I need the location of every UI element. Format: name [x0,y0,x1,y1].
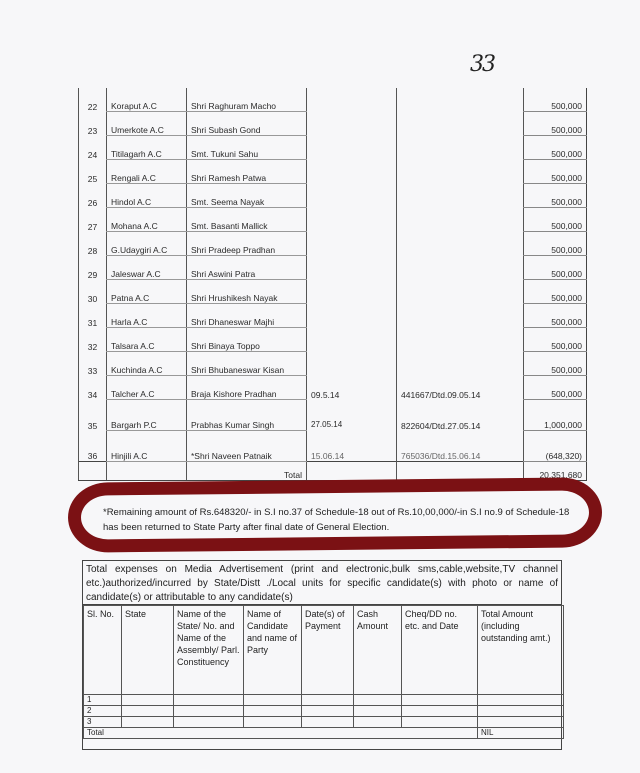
media-total-label: Total [84,728,478,739]
date-cell: 09.5.14 [307,376,397,400]
schedule-row [79,184,587,208]
empty-cell [354,695,402,706]
date-value: 27.05.14 [311,419,343,429]
sl-no-cell: 29 [79,256,107,280]
amount-cell: (648,320) [524,431,587,462]
cheque-cell [397,328,524,352]
empty-cell [244,706,302,717]
media-column-header: Cheq/DD no. etc. and Date [402,606,478,695]
empty-cell [244,695,302,706]
amount-cell: 500,000 [524,208,587,232]
candidate-cell: Smt. Tukuni Sahu [187,136,307,160]
date-cell [307,160,397,184]
constituency-cell: Rengali A.C [107,160,187,184]
empty-cell [402,695,478,706]
sl-no-cell: 36 [79,431,107,462]
cheque-cell [397,112,524,136]
schedule-table [78,88,587,481]
media-expense-table [83,605,564,739]
candidate-cell: Shri Dhaneswar Majhi [187,304,307,328]
media-column-header: Sl. No. [84,606,122,695]
candidate-cell: Prabhas Kumar Singh [187,400,307,431]
schedule-row [79,328,587,352]
schedule-row [79,431,587,462]
page-number: 33 [470,52,494,77]
amount-cell: 500,000 [524,88,587,112]
cheque-cell [397,184,524,208]
cheque-cell: 441667/Dtd.09.05.14 [397,376,524,400]
sl-no-cell: 35 [79,400,107,431]
empty-cell [174,706,244,717]
empty-cell [354,717,402,728]
candidate-cell: Shri Subash Gond [187,112,307,136]
constituency-cell: Talsara A.C [107,328,187,352]
empty-cell [122,706,174,717]
media-column-header: Name of the State/ No. and Name of the Assembly/ Parl. Constituency [174,606,244,695]
empty-cell [302,706,354,717]
media-row [84,717,564,728]
cheque-cell [397,304,524,328]
empty-cell [79,462,107,481]
constituency-cell: Bargarh P.C [107,400,187,431]
media-header-row [84,606,564,695]
amount-cell: 500,000 [524,352,587,376]
media-total-row [84,728,564,739]
date-cell [307,280,397,304]
schedule-row [79,112,587,136]
sl-no-cell: 33 [79,352,107,376]
sl-no-cell: 23 [79,112,107,136]
empty-cell [122,695,174,706]
cheque-cell [397,280,524,304]
empty-cell [122,717,174,728]
constituency-cell: Harla A.C [107,304,187,328]
constituency-cell: Talcher A.C [107,376,187,400]
schedule-row [79,136,587,160]
constituency-cell: Kuchinda A.C [107,352,187,376]
amount-cell: 500,000 [524,328,587,352]
empty-cell [107,462,187,481]
cheque-cell [397,88,524,112]
constituency-cell: Titilagarh A.C [107,136,187,160]
candidate-cell: Smt. Basanti Mallick [187,208,307,232]
media-column-header: State [122,606,174,695]
date-cell [307,352,397,376]
empty-cell [402,717,478,728]
sl-no-cell: 27 [79,208,107,232]
constituency-cell: G.Udaygiri A.C [107,232,187,256]
media-total-value: NIL [478,728,564,739]
sl-no-cell: 26 [79,184,107,208]
date-cell [307,256,397,280]
empty-cell [174,695,244,706]
empty-cell [302,717,354,728]
empty-cell [354,706,402,717]
schedule-row [79,232,587,256]
date-cell [307,208,397,232]
date-cell [307,112,397,136]
amount-cell: 500,000 [524,376,587,400]
empty-cell [402,706,478,717]
sl-no-cell: 30 [79,280,107,304]
media-advertisement-section [82,560,562,750]
sl-no-cell: 25 [79,160,107,184]
schedule-row [79,304,587,328]
empty-cell [307,462,397,481]
media-column-header: Total Amount (including outstanding amt.) [478,606,564,695]
constituency-cell: Patna A.C [107,280,187,304]
candidate-cell: Smt. Seema Nayak [187,184,307,208]
date-cell: 15.06.14 [307,431,397,462]
media-column-header: Cash Amount [354,606,402,695]
cheque-cell [397,136,524,160]
sl-no-cell: 34 [79,376,107,400]
constituency-cell: Hinjili A.C [107,431,187,462]
schedule-row [79,280,587,304]
date-cell [307,400,397,431]
empty-cell [478,717,564,728]
constituency-cell: Hindol A.C [107,184,187,208]
sl-no-cell: 24 [79,136,107,160]
candidate-cell: Shri Bhubaneswar Kisan [187,352,307,376]
total-amount: 20,351,680 [524,462,587,481]
remaining-amount-note: *Remaining amount of Rs.648320/- in S.I no.37 of Schedule-18 out of Rs.10,00,000/-in S.I no.9 of Schedule-18 has been returned to State Party after final date of General Election. [103,507,570,533]
amount-cell: 500,000 [524,304,587,328]
candidate-cell: Shri Raghuram Macho [187,88,307,112]
amount-cell: 1,000,000 [524,400,587,431]
date-cell [307,304,397,328]
candidate-cell: Shri Binaya Toppo [187,328,307,352]
constituency-cell: Mohana A.C [107,208,187,232]
cheque-cell [397,352,524,376]
candidate-cell: Shri Pradeep Pradhan [187,232,307,256]
empty-cell [302,695,354,706]
constituency-cell: Jaleswar A.C [107,256,187,280]
cheque-cell [397,160,524,184]
sl-no-cell: 22 [79,88,107,112]
amount-cell: 500,000 [524,184,587,208]
cheque-cell: 765036/Dtd.15.06.14 [397,431,524,462]
media-row-number: 1 [84,695,122,706]
media-column-header: Date(s) of Payment [302,606,354,695]
sl-no-cell: 32 [79,328,107,352]
date-cell [307,88,397,112]
candidate-cell: Shri Aswini Patra [187,256,307,280]
amount-cell: 500,000 [524,112,587,136]
media-row-number: 2 [84,706,122,717]
schedule-row [79,400,587,431]
amount-cell: 500,000 [524,160,587,184]
media-row-number: 3 [84,717,122,728]
amount-cell: 500,000 [524,136,587,160]
total-label: Total [187,462,307,481]
schedule-row [79,88,587,112]
media-row [84,695,564,706]
media-row [84,706,564,717]
cheque-cell [397,208,524,232]
amount-cell: 500,000 [524,232,587,256]
schedule-row [79,352,587,376]
cheque-cell [397,232,524,256]
media-column-header: Name of Candidate and name of Party [244,606,302,695]
schedule-row [79,256,587,280]
sl-no-cell: 28 [79,232,107,256]
candidate-cell: Shri Ramesh Patwa [187,160,307,184]
amount-cell: 500,000 [524,256,587,280]
sl-no-cell: 31 [79,304,107,328]
candidate-cell: Shri Hrushikesh Nayak [187,280,307,304]
date-cell [307,328,397,352]
cheque-cell: 822604/Dtd.27.05.14 [397,400,524,431]
empty-cell [478,706,564,717]
media-section-title: Total expenses on Media Advertisement (print and electronic,bulk sms,cable,website,TV channel etc.)authorized/incurred by State/Distt ./Local units for specific candidate(s) with photo or name of candidate(s) or attributable to any candidate(s) [83,561,561,605]
schedule-row [79,376,587,400]
candidate-cell: Braja Kishore Pradhan [187,376,307,400]
empty-cell [478,695,564,706]
candidate-cell: *Shri Naveen Patnaik [187,431,307,462]
constituency-cell: Umerkote A.C [107,112,187,136]
empty-cell [174,717,244,728]
schedule-row [79,160,587,184]
cheque-cell [397,256,524,280]
empty-cell [244,717,302,728]
amount-cell: 500,000 [524,280,587,304]
constituency-cell: Koraput A.C [107,88,187,112]
date-cell [307,184,397,208]
date-cell [307,232,397,256]
date-cell [307,136,397,160]
schedule-row [79,208,587,232]
